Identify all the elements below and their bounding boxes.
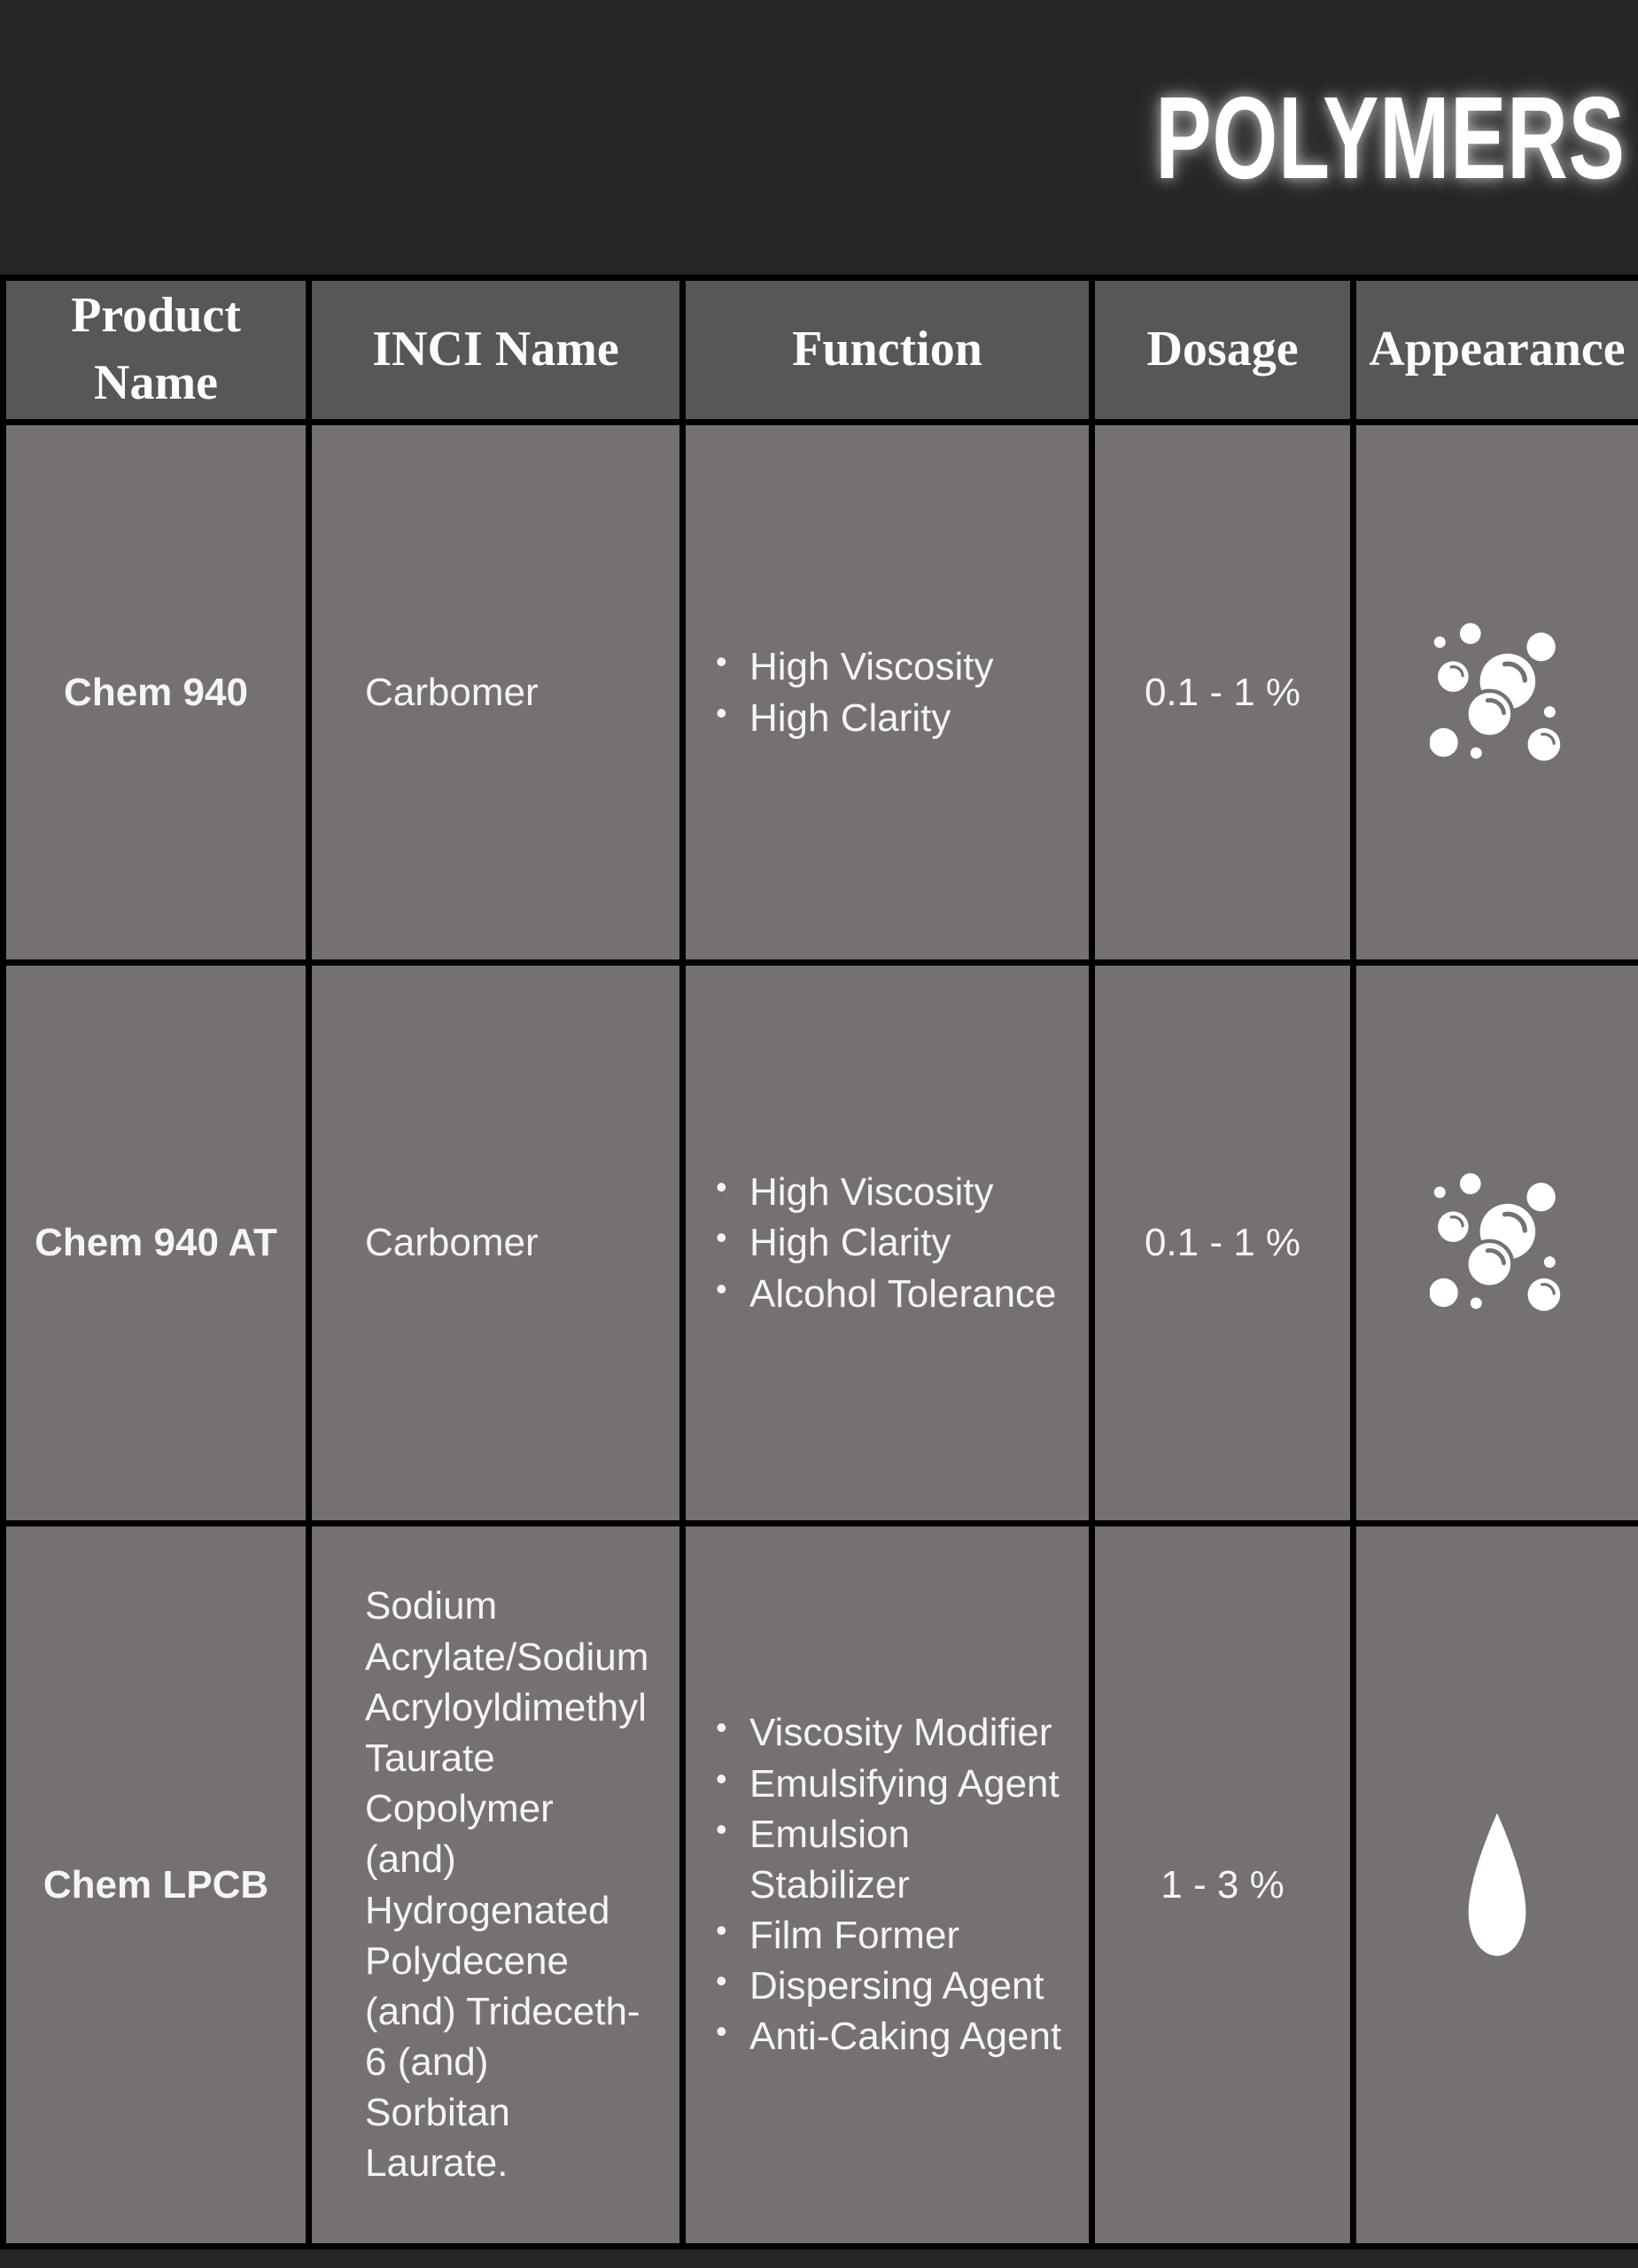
appearance-cell (1354, 963, 1638, 1524)
function-item: • Emulsion Stabilizer (749, 1809, 1069, 1910)
header-function: Function (683, 278, 1092, 423)
appearance-cell (1354, 423, 1638, 963)
bubbles-icon (1430, 620, 1564, 765)
function-item: • High Viscosity (749, 641, 1069, 692)
bubbles-icon (1430, 1170, 1564, 1316)
table-row (4, 963, 1638, 1524)
function-item: • Viscosity Modifier (749, 1707, 1069, 1758)
function-item: • High Viscosity (749, 1167, 1069, 1217)
function-list (749, 1707, 1069, 2062)
product-name-cell: Chem 940 (4, 423, 309, 963)
function-cell (683, 963, 1092, 1524)
droplet-icon (1460, 1812, 1534, 1959)
header-product-name: Product Name (4, 278, 309, 423)
function-item: • High Clarity (749, 693, 1069, 743)
page-banner (0, 0, 1638, 275)
header-inci-name: INCI Name (309, 278, 683, 423)
inci-name-cell: Carbomer (309, 423, 683, 963)
function-cell (683, 423, 1092, 963)
product-name-cell: Chem 940 AT (4, 963, 309, 1524)
appearance-cell (1354, 1524, 1638, 2247)
polymers-table (0, 275, 1638, 2249)
header-dosage: Dosage (1092, 278, 1354, 423)
dosage-cell: 0.1 - 1 % (1092, 963, 1354, 1524)
function-item: • Anti-Caking Agent (749, 2011, 1069, 2062)
appearance-icon-wrap (1357, 1170, 1637, 1316)
function-cell (683, 1524, 1092, 2247)
inci-name-cell: Sodium Acrylate/Sodium Acryloyldimethyl Taurate Copolymer (and) Hydrogenated Polydecene (and) Trideceth-6 (and) Sorbitan Laurate. (309, 1524, 683, 2247)
dosage-cell: 0.1 - 1 % (1092, 423, 1354, 963)
dosage-cell: 1 - 3 % (1092, 1524, 1354, 2247)
function-list (749, 1167, 1069, 1319)
function-item: • Emulsifying Agent (749, 1759, 1069, 1809)
table-row (4, 1524, 1638, 2247)
page-title: POLYMERS (1155, 72, 1626, 203)
function-item: • Dispersing Agent (749, 1961, 1069, 2011)
table-header-row (4, 278, 1638, 423)
appearance-icon-wrap (1357, 1812, 1637, 1959)
function-item: • High Clarity (749, 1217, 1069, 1268)
inci-name-cell: Carbomer (309, 963, 683, 1524)
function-item: • Alcohol Tolerance (749, 1269, 1069, 1319)
appearance-icon-wrap (1357, 620, 1637, 765)
product-name-cell: Chem LPCB (4, 1524, 309, 2247)
function-list (749, 641, 1069, 742)
table-row (4, 423, 1638, 963)
header-appearance: Appearance (1354, 278, 1638, 423)
function-item: • Film Former (749, 1910, 1069, 1961)
